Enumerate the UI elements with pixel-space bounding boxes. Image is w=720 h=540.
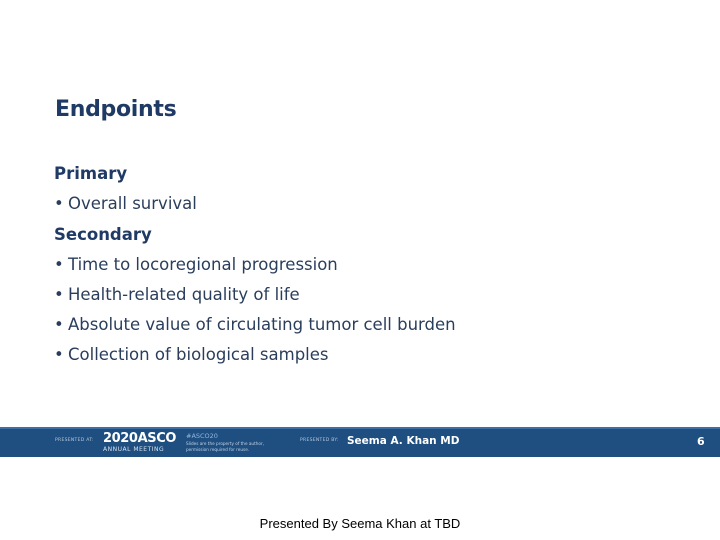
bullet-text: Absolute value of circulating tumor cell burden: [68, 315, 456, 334]
bullet-icon: •: [54, 285, 64, 304]
secondary-heading: Secondary: [54, 225, 152, 244]
secondary-bullet-1: [54, 255, 338, 274]
bullet-icon: •: [54, 345, 64, 364]
bullet-icon: •: [54, 315, 64, 334]
asco-logo-subtitle: ANNUAL MEETING: [103, 446, 165, 453]
footer-bar: [0, 427, 720, 457]
bullet-text: Collection of biological samples: [68, 345, 329, 364]
bullet-text: Time to locoregional progression: [68, 255, 338, 274]
presented-at-label: PRESENTED AT:: [55, 438, 94, 443]
page-number: 6: [697, 435, 705, 448]
secondary-bullet-4: [54, 345, 329, 364]
hashtag: #ASCO20: [186, 432, 218, 440]
bullet-icon: •: [54, 255, 64, 274]
primary-bullet-1: [54, 194, 197, 213]
secondary-bullet-2: [54, 285, 300, 304]
slide-title: Endpoints: [55, 97, 177, 122]
footer-trim: [0, 427, 720, 429]
secondary-bullet-3: [54, 315, 456, 334]
bullet-icon: •: [54, 194, 64, 213]
slide-property-line-1: Slides are the property of the author,: [186, 441, 264, 446]
bullet-text: Overall survival: [68, 194, 197, 213]
bullet-text: Health-related quality of life: [68, 285, 300, 304]
primary-heading: Primary: [54, 164, 128, 183]
presented-by-label: PRESENTED BY:: [300, 438, 339, 443]
slide-property-line-2: permission required for reuse.: [186, 446, 250, 452]
asco-logo: 2020ASCO: [103, 431, 176, 446]
presenter-name: Seema A. Khan MD: [347, 435, 460, 447]
slide-property-note: [186, 441, 264, 452]
presentation-caption: Presented By Seema Khan at TBD: [259, 516, 461, 531]
